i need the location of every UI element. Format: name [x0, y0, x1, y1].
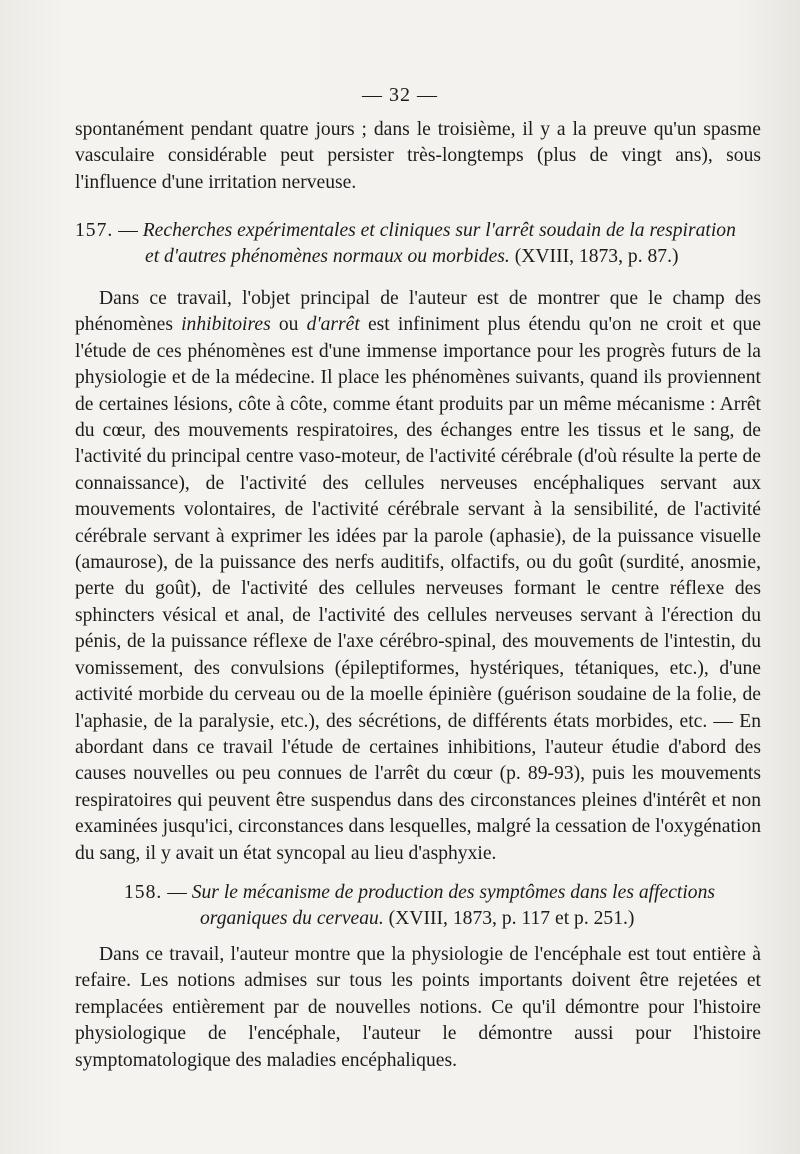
- entry-157-title-1: Recherches expérimentales et cliniques sur l'arrêt soudain de la respiration: [142, 220, 736, 241]
- entry-157-title-line2: [75, 244, 761, 270]
- entry-158-title-1: Sur le mécanisme de production des symptômes dans les affections: [191, 882, 716, 903]
- entry-157-body: [75, 286, 761, 867]
- entry-157-title-2: et d'autres phénomènes normaux ou morbides.: [145, 246, 510, 268]
- entry-157-dash: —: [118, 220, 138, 241]
- entry-157-reference: (XVIII, 1873, p. 87.): [514, 246, 679, 268]
- entry-157-heading: [75, 218, 761, 271]
- entry-158-paragraph: Dans ce travail, l'auteur montre que la physiologie de l'encéphale est tout entière à refaire. Les notions admises sur tous les points importants doivent être rejetées et remplacées entièrement par de nouvelles notions. Ce qu'il démontre pour l'histoire physiologique de l'encéphale, l'auteur le démontre aussi pour l'histoire symptomatologique des maladies encéphaliques.: [75, 944, 761, 1071]
- entry-158-dash: —: [167, 882, 187, 903]
- entry-158-title-2: organiques du cerveau.: [200, 908, 384, 930]
- entry-158-title-line1: [124, 880, 761, 906]
- entry-158-heading: [124, 880, 761, 933]
- entry-157-body-em2: d'arrêt: [306, 314, 360, 336]
- entry-157-body-part3: est infiniment plus étendu qu'on ne croit et que l'étude de ces phénomènes est d'une immense importance pour les progrès futurs de la physiologie et de la médecine. Il place les phénomènes suivants, quand ils proviennent de certaines lésions, côte à côte, comme étant produits par un même mécanisme : Arrêt du cœur, des mouvements respiratoires, des échanges entre les tissus et le sang, de l'activité du principal centre vaso-moteur, de l'activité cérébrale (d'où résulte la perte de connaissance), de l'activité des cellules nerveuses encéphaliques servant aux mouvements volontaires, de l'activité cérébrale servant à la sensibilité, de l'activité cérébrale servant à exprimer les idées par la parole (aphasie), de la puissance visuelle (amaurose), de la puissance des nerfs auditifs, olfactifs, ou du goût (surdité, anosmie, perte du goût), de l'activité des cellules nerveuses formant le centre réflexe des sphincters vésical et anal, de l'activité des cellules nerveuses servant à l'érection du pénis, de la puissance réflexe de l'axe cérébro-spinal, des mouvements de l'intestin, du vomissement, des convulsions (épileptiformes, hystériques, tétaniques, etc.), d'une activité morbide du cerveau ou de la moelle épinière (guérison soudaine de la folie, de l'aphasie, de la paralysie, etc.), des sécrétions, de différents états morbides, etc. — En abordant dans ce travail l'étude de certaines inhibitions, l'auteur étudie d'abord des causes nouvelles ou peu connues de l'arrêt du cœur (p. 89-93), puis les mouvements respiratoires qui peuvent être suspendus dans des circonstances pleines d'intérêt et non examinées jusqu'ici, circonstances dans lesquelles, malgré la cessation de l'oxygénation du sang, il y avait un état syncopal au lieu d'asphyxie.: [75, 314, 762, 864]
- entry-157-body-part2: ou: [270, 314, 307, 336]
- page-number: — 32 —: [362, 84, 438, 106]
- entry-157-body-part1: Dans ce travail, l'objet principal de l'auteur est de montrer que le champ des phénomènes: [75, 288, 761, 336]
- entry-158-body: [75, 942, 761, 1074]
- entry-158-title-line2: [124, 906, 761, 932]
- entry-157-number: 157.: [75, 220, 114, 241]
- entry-157-paragraph: [75, 286, 761, 867]
- entry-158-reference: (XVIII, 1873, p. 117 et p. 251.): [388, 908, 635, 930]
- continuation-paragraph: [75, 117, 761, 196]
- continuation-text: spontanément pendant quatre jours ; dans le troisième, il y a la preuve qu'un spasme vasculaire considérable peut persister très-longtemps (plus de vingt ans), sous l'influence d'une irritation nerveuse.: [75, 119, 761, 193]
- entry-157-title-line1: [75, 218, 761, 244]
- entry-158-number: 158.: [124, 882, 163, 903]
- entry-157-body-em1: inhibitoires: [181, 314, 271, 336]
